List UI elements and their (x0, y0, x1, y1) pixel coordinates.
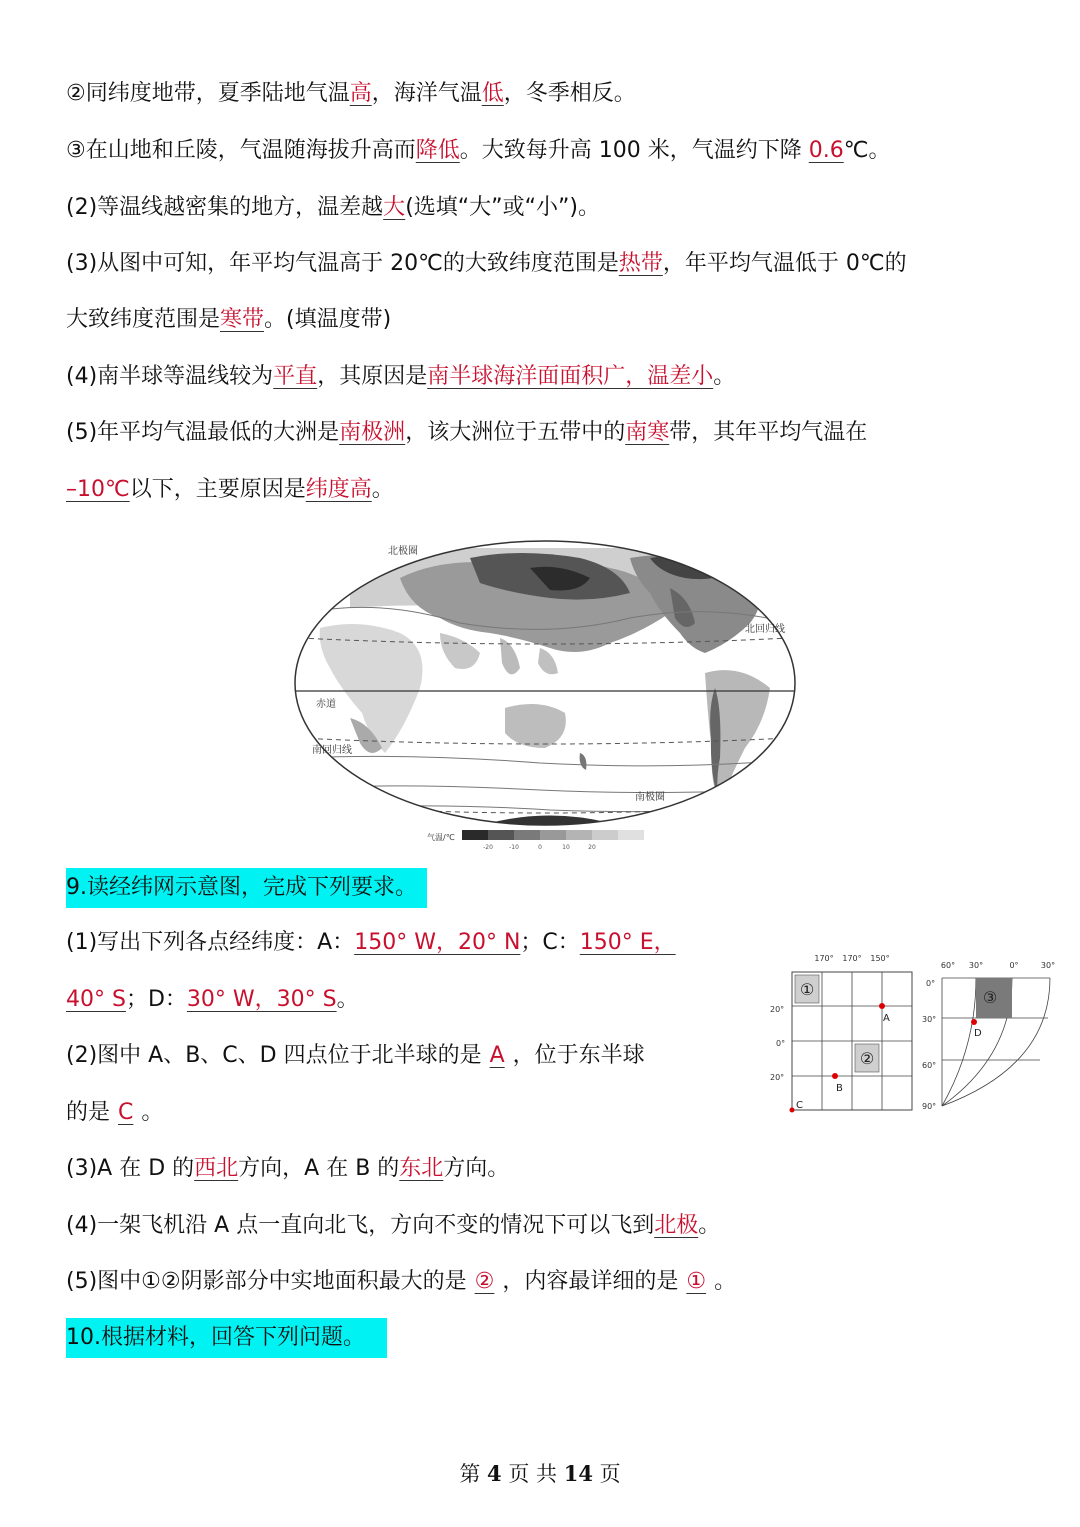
point-c-marker (790, 1108, 795, 1113)
answer-a-coords: 150° W，20° N (354, 930, 521, 955)
answer-c-lat: 40° S (66, 987, 126, 1012)
grid1-top-label: 170° (814, 954, 834, 963)
answer-north-pole: 北极 (654, 1213, 699, 1238)
page-footer: 第 4 页 共 14 页 (459, 1461, 621, 1486)
q8-part-5b: –10℃以下，主要原因是纬度高。 (66, 477, 394, 502)
grid1-left-label: 0° (776, 1039, 786, 1048)
answer-tropical: 热带 (618, 251, 663, 276)
grid2-top-label: 30° (1040, 961, 1056, 970)
answer-low: 低 (481, 81, 504, 106)
q9-part-4: (4)一架飞机沿 A 点一直向北飞，方向不变的情况下可以飞到北极。 (66, 1213, 721, 1238)
label-antarctic-circle: 南极圈 (635, 792, 665, 803)
q9-part-3: (3)A 在 D 的西北方向，A 在 B 的东北方向。 (66, 1156, 510, 1181)
q9-part-2a: (2)图中 A、B、C、D 四点位于北半球的是 A ，位于东半球 (66, 1041, 645, 1071)
answer-largest-area: ② (474, 1269, 495, 1294)
point-a-label: A (883, 1013, 890, 1024)
answer-decrease: 降低 (415, 138, 460, 163)
point-b-label: B (836, 1083, 843, 1094)
grid2-top-label: 30° (968, 961, 984, 970)
grid2-top-label: 0° (1009, 961, 1019, 970)
point-d-label: D (974, 1028, 982, 1039)
answer-minus-10: –10℃ (66, 477, 130, 502)
answer-c-coords: 150° E， (579, 930, 676, 955)
point-b-marker (832, 1073, 838, 1079)
q8-part-3a: (3)从图中可知，年平均气温高于 20℃的大致纬度范围是热带，年平均气温低于 0℃的 (66, 251, 907, 276)
area-1-label: ① (799, 980, 815, 999)
answer-frigid: 寒带 (220, 307, 265, 332)
q9-part-2b: 的是 C 。 (66, 1098, 163, 1128)
q8-line-2: ②同纬度地带，夏季陆地气温高，海洋气温低，冬季相反。 (66, 81, 636, 106)
answer-d-coords: 30° W，30° S (186, 987, 337, 1012)
label-arctic-circle: 北极圈 (388, 546, 418, 557)
answer-lapse-rate: 0.6 (808, 138, 844, 163)
point-c-label: C (796, 1100, 803, 1111)
label-equator: 赤道 (316, 699, 336, 710)
label-tropic-cancer: 北回归线 (745, 624, 785, 635)
area-3-label: ③ (982, 988, 998, 1007)
answer-north-hemisphere: A (489, 1043, 505, 1068)
answer-northwest: 西北 (194, 1156, 239, 1181)
answer-antarctica: 南极洲 (339, 420, 406, 445)
answer-northeast: 东北 (399, 1156, 444, 1181)
legend-tick: 20 (588, 844, 596, 850)
total-pages: 14 (563, 1461, 593, 1486)
label-tropic-capricorn: 南回归线 (312, 745, 352, 756)
legend-tick: 0 (538, 844, 542, 850)
world-temperature-map (290, 538, 800, 850)
map-legend (427, 830, 644, 850)
answer-reason: 南半球海洋面面积广，温差小 (427, 364, 714, 389)
answer-straight: 平直 (273, 364, 318, 389)
current-page: 4 (487, 1461, 502, 1486)
q9-part-5: (5)图中①②阴影部分中实地面积最大的是 ② ，内容最详细的是 ① 。 (66, 1267, 736, 1297)
q8-line-3: ③在山地和丘陵，气温随海拔升高而降低。大致每升高 100 米，气温约下降 0.6℃。 (66, 138, 891, 163)
q9-heading: 9.读经纬网示意图，完成下列要求。 (66, 868, 427, 908)
q8-part-3b: 大致纬度范围是寒带。(填温度带) (66, 307, 392, 332)
grid2-left-label: 60° (922, 1061, 937, 1070)
answer-high: 高 (349, 81, 372, 106)
answer-high-latitude: 纬度高 (305, 477, 372, 502)
grid2-left-label: 90° (922, 1102, 937, 1111)
q8-part-2: (2)等温线越密集的地方，温差越大(选填“大”或“小”)。 (66, 195, 600, 220)
area-2-label: ② (859, 1049, 875, 1068)
point-a-marker (879, 1003, 885, 1009)
answer-east-hemisphere: C (118, 1100, 134, 1125)
answer-most-detailed: ① (686, 1269, 707, 1294)
grid1-left-label: 20° (770, 1073, 785, 1082)
legend-tick: -10 (509, 844, 519, 850)
legend-title: 气温/℃ (427, 833, 455, 842)
grid1-top-label: 170° (842, 954, 862, 963)
legend-tick: 10 (562, 844, 570, 850)
grid2-left-label: 0° (926, 979, 936, 988)
answer-south-frigid: 南寒 (625, 420, 670, 445)
q9-part-1a: (1)写出下列各点经纬度：A：150° W，20° N；C：150° E， (66, 930, 676, 955)
grid1-top-label: 150° (870, 954, 890, 963)
grid2-top-label: 60° (940, 961, 956, 970)
legend-tick: -20 (483, 844, 493, 850)
q10-heading: 10.根据材料，回答下列问题。 (66, 1318, 387, 1358)
grid1-left-label: 20° (770, 1005, 785, 1014)
grid2-left-label: 30° (922, 1015, 937, 1024)
latlong-grid-1 (770, 948, 920, 1118)
q8-part-4: (4)南半球等温线较为平直，其原因是南半球海洋面面积广，温差小。 (66, 364, 736, 389)
answer-large: 大 (383, 195, 406, 220)
point-d-marker (971, 1019, 977, 1025)
q9-part-1b: 40° S；D：30° W，30° S。 (66, 987, 359, 1012)
latlong-grid-2 (918, 956, 1058, 1118)
q8-part-5a: (5)年平均气温最低的大洲是南极洲，该大洲位于五带中的南寒带，其年平均气温在 (66, 420, 868, 445)
